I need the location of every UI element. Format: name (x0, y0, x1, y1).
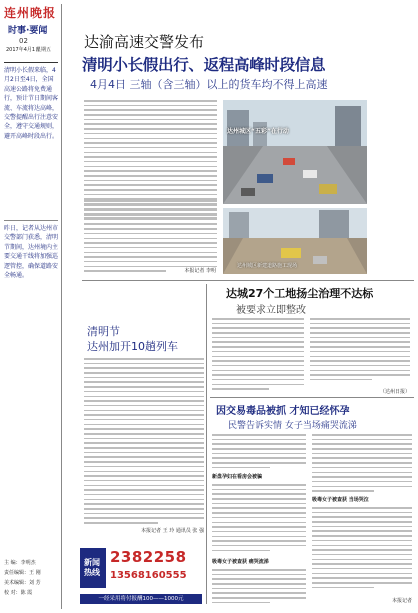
hotline-number-2: 13568160555 (110, 570, 187, 581)
train-byline: 本报记者 王 玲 通讯员 张 强 (141, 528, 204, 534)
story3-byline: 本报记者 (391, 598, 412, 604)
story2-headline: 达城27个工地扬尘治理不达标 (226, 287, 374, 300)
masthead-date: 2017年4月1日 (6, 47, 41, 53)
masthead-day: 星期五 (36, 47, 52, 53)
story3-body-right-2 (312, 507, 412, 595)
story2-body-left (212, 318, 304, 394)
story3-body-left-2 (212, 484, 306, 554)
train-headline-2: 达州加开10趟列车 (87, 340, 178, 353)
story3-subhead-3: 吸毒女子被查获 当场哭泣 (312, 497, 369, 503)
story2-body-right (310, 318, 410, 388)
main-byline: 本报记者 李明 (184, 268, 216, 274)
story3-headline: 因交易毒品被抓 才知已经怀孕 (216, 406, 350, 417)
brief-text-2: 昨日，记者从达州市交警部门获悉，清明节期间，达州境内主要交通干线将加强巡逻管控，确保道路安全畅通。 (4, 225, 59, 280)
train-headline: 清明节 (87, 325, 120, 338)
masthead-logo: 连州晚报 (4, 6, 57, 20)
colophon (4, 560, 58, 606)
masthead-section: 时事·要闻 (8, 26, 48, 36)
news-hotline-ad (80, 548, 202, 606)
masthead (4, 4, 58, 62)
main-headline: 清明小长假出行、返程高峰时段信息 (82, 56, 326, 74)
story3-subhead-2: 吸毒女子被查获 痛哭流涕 (212, 559, 269, 565)
photo2-caption: 达州城区新建道路施工现场 (237, 263, 298, 269)
main-deck: 4月4日 三轴（含三轴）以上的货车均不得上高速 (90, 78, 328, 91)
colophon-line: 美术编辑：刘 芳 (4, 580, 41, 586)
photo-construction-site (223, 208, 367, 274)
story3-body-right (312, 434, 412, 494)
photo-road-traffic (223, 100, 367, 204)
main-story-body-2 (84, 200, 217, 266)
story2-byline: （达州日报） (379, 389, 410, 395)
main-story-body (84, 100, 217, 198)
train-story-body (84, 358, 204, 524)
colophon-line: 校 对：陈 霞 (4, 590, 33, 596)
brief-text: 清明小长假来临，4月2日至4日，全国高速公路将免费通行，预计节日期间客流、车流将达高峰，交警提醒出行注意安全，遵守交通规则，避开高峰时段出行。 (4, 67, 59, 140)
masthead-page-no: 02 (19, 37, 28, 45)
hotline-label-box: 新闻热线 (80, 548, 106, 588)
colophon-line: 主 编：李明杰 (4, 560, 36, 566)
hotline-number-1: 2382258 (110, 548, 187, 566)
hotline-footer: 一经采用将付报酬100——1000元 (80, 594, 202, 604)
story3-body-left-3 (212, 569, 306, 607)
story2-deck: 被要求立即整改 (236, 305, 306, 316)
colophon-line: 责任编辑：王 刚 (4, 570, 41, 576)
story3-body-left (212, 434, 306, 470)
road-scene-image (223, 100, 367, 204)
story3-deck: 民警告诉实情 女子当场痛哭流涕 (228, 421, 357, 431)
photo1-caption: 达州城区“五彩”在行动 (227, 128, 289, 135)
main-kicker: 达渝高速交警发布 (84, 33, 205, 51)
story3-subhead-1: 新盘孕妇在看房会被骗 (212, 474, 263, 480)
